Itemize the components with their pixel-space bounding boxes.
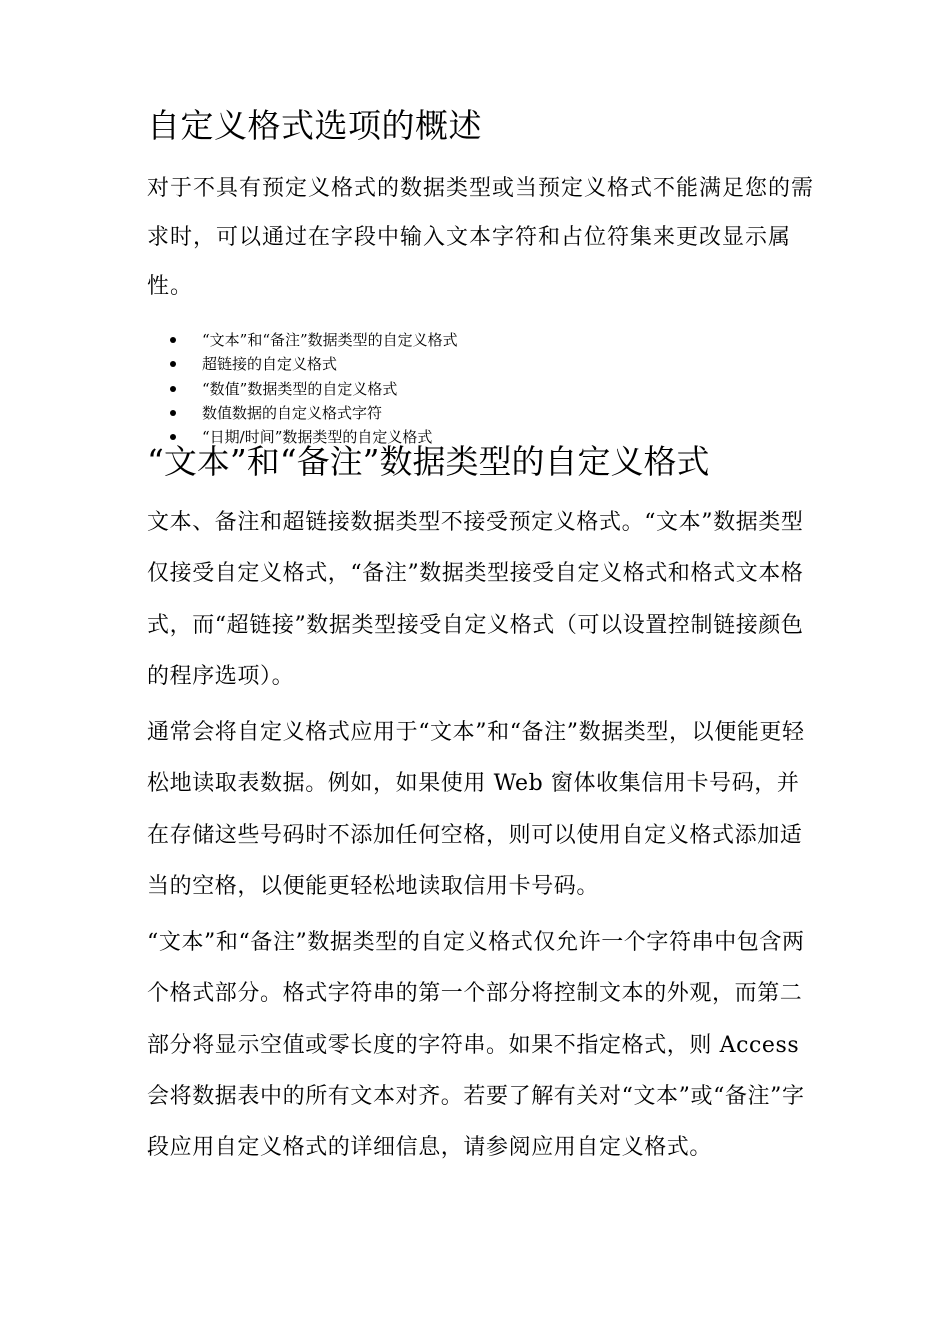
body-paragraph: “文本”和“备注”数据类型的自定义格式仅允许一个字符串中包含两个格式部分。格式字符串的第一个部分将控制文本的外观，而第二部分将显示空值或零长度的字符串。如果不指定格式，则 Access 会将数据表中的所有文本对齐。若要了解有关对“文本”或“备注”字段应用自定义格式的详细信息，请参阅应用自定义格式。 bbox=[147, 930, 805, 1161]
topic-link-number-characters[interactable] bbox=[170, 401, 458, 425]
topic-link-hyperlink[interactable] bbox=[170, 352, 458, 376]
body-paragraph: 通常会将自定义格式应用于“文本”和“备注”数据类型，以便能更轻松地读取表数据。例如，如果使用 Web 窗体收集信用卡号码，并在存储这些号码时不添加任何空格，则可以使用自定义格式添加适当的空格，以便能更轻松地读取信用卡号码。 bbox=[147, 720, 805, 899]
bullet-icon bbox=[170, 386, 176, 392]
topic-label: “日期/时间”数据类型的自定义格式 bbox=[202, 428, 433, 447]
overview-heading: 自定义格式选项的概述 bbox=[147, 106, 482, 145]
bullet-icon bbox=[170, 337, 176, 343]
text-memo-heading: “文本”和“备注”数据类型的自定义格式 bbox=[147, 442, 710, 481]
bullet-icon bbox=[170, 361, 176, 367]
intro-paragraph: 对于不具有预定义格式的数据类型或当预定义格式不能满足您的需求时，可以通过在字段中输入文本字符和占位符集来更改显示属性。 bbox=[147, 176, 815, 299]
body-paragraph: 文本、备注和超链接数据类型不接受预定义格式。“文本”数据类型仅接受自定义格式，“备注”数据类型接受自定义格式和格式文本格式，而“超链接”数据类型接受自定义格式（可以设置控制链接颜色的程序选项）。 bbox=[147, 510, 804, 689]
topic-label: “文本”和“备注”数据类型的自定义格式 bbox=[202, 331, 458, 349]
topic-link-number[interactable] bbox=[170, 377, 458, 401]
topic-list bbox=[170, 328, 458, 449]
topic-label: “数值”数据类型的自定义格式 bbox=[202, 379, 398, 398]
topic-link-text-memo[interactable] bbox=[170, 328, 458, 352]
topic-label: 超链接的自定义格式 bbox=[202, 355, 338, 374]
bullet-icon bbox=[170, 410, 176, 416]
topic-label: 数值数据的自定义格式字符 bbox=[202, 403, 383, 422]
